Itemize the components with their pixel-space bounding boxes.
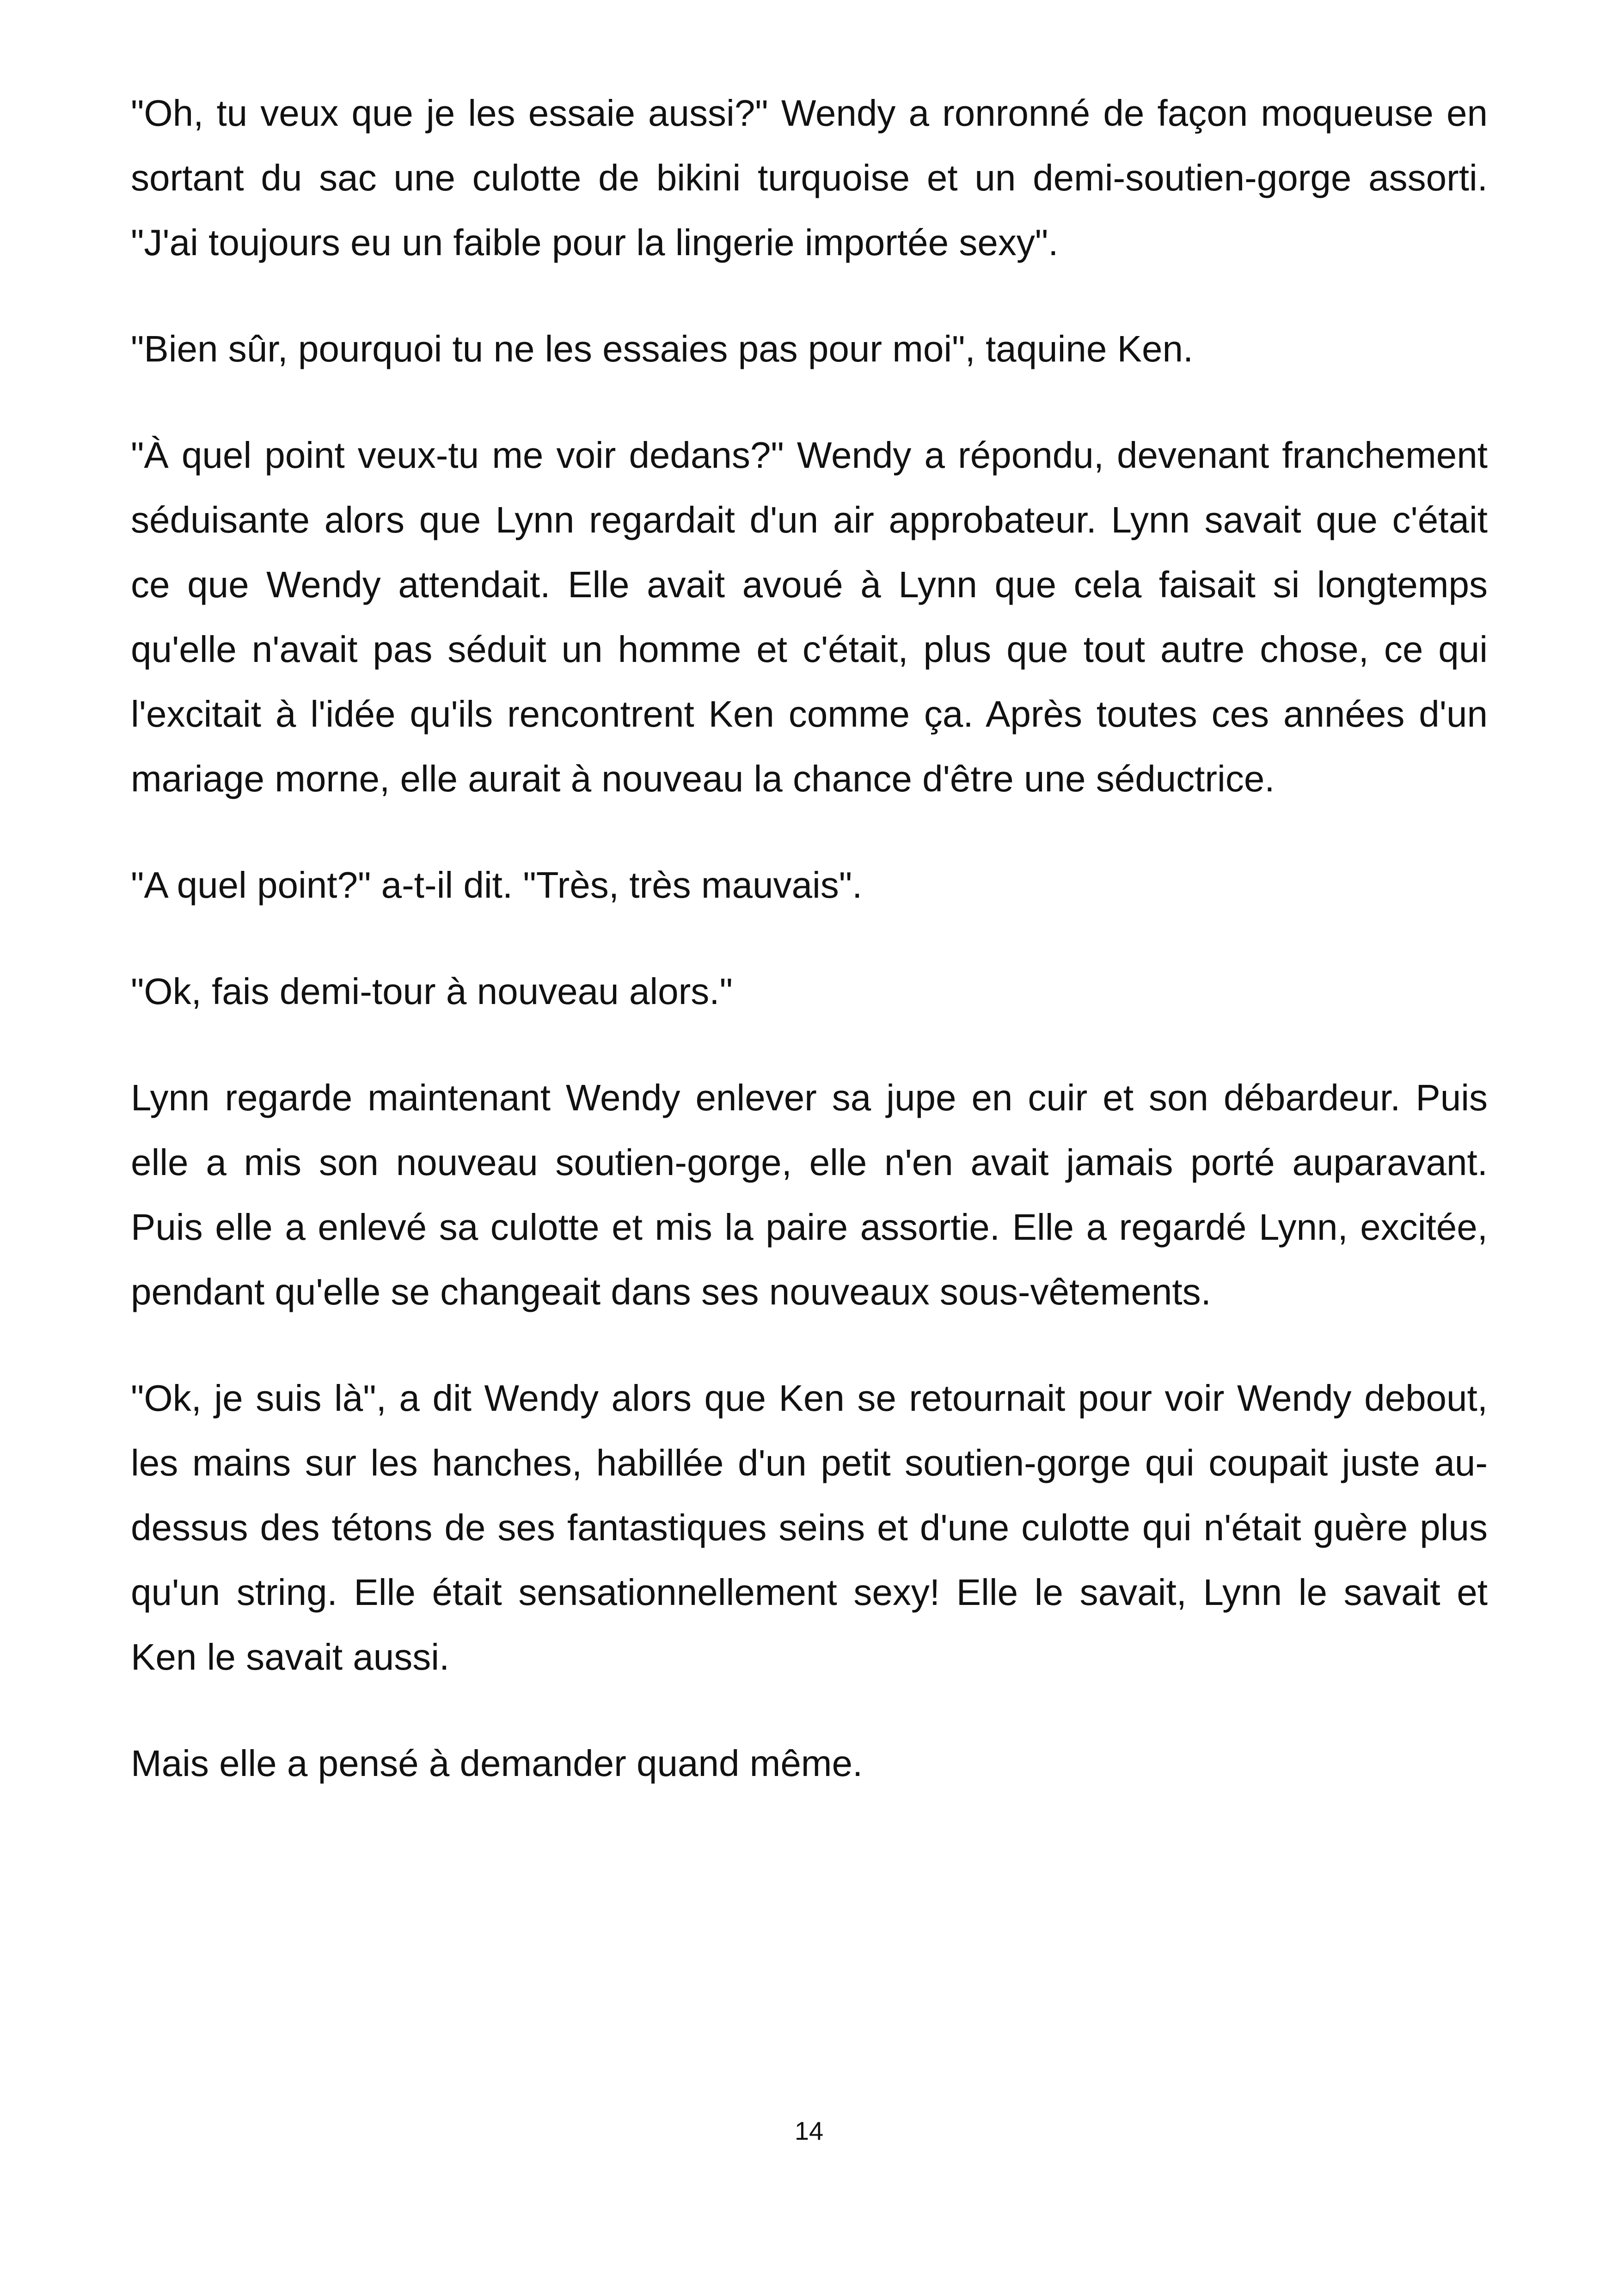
paragraph-7: "Ok, je suis là", a dit Wendy alors que Ken se retournait pour voir Wendy debout, les mains sur les hanches, habillée d'un petit soutien-gorge qui coupait juste au-dessus des tétons de ses fantastiques seins et d'une culotte qui n'était guère plus qu'un string. Elle était sensationnellement sexy! Elle le savait, Lynn le savait et Ken le savait aussi. xyxy=(131,1378,1488,1678)
paragraph-5: "Ok, fais demi-tour à nouveau alors." xyxy=(131,971,733,1012)
paragraph-2: "Bien sûr, pourquoi tu ne les essaies pas pour moi", taquine Ken. xyxy=(131,328,1194,369)
paragraph-1: "Oh, tu veux que je les essaie aussi?" Wendy a ronronné de façon moqueuse en sortant du sac une culotte de bikini turquoise et un demi-soutien-gorge assorti. "J'ai toujours eu un faible pour la lingerie importée sexy". xyxy=(131,92,1488,263)
paragraph-8: Mais elle a pensé à demander quand même. xyxy=(131,1743,863,1784)
paragraph-4: "A quel point?" a-t-il dit. "Très, très mauvais". xyxy=(131,864,863,906)
paragraph-3: "À quel point veux-tu me voir dedans?" Wendy a répondu, devenant franchement séduisante alors que Lynn regardait d'un air approbateur. Lynn savait que c'était ce que Wendy attendait. Elle avait avoué à Lynn que cela faisait si longtemps qu'elle n'avait pas séduit un homme et c'était, plus que tout autre chose, ce qui l'excitait à l'idée qu'ils rencontrent Ken comme ça. Après toutes ces années d'un mariage morne, elle aurait à nouveau la chance d'être une séductrice. xyxy=(131,435,1488,799)
page-number: 14 xyxy=(794,2116,824,2145)
paragraph-6: Lynn regarde maintenant Wendy enlever sa jupe en cuir et son débardeur. Puis elle a mis son nouveau soutien-gorge, elle n'en avait jamais porté auparavant. Puis elle a enlevé sa culotte et mis la paire assortie. Elle a regardé Lynn, excitée, pendant qu'elle se changeait dans ses nouveaux sous-vêtements. xyxy=(131,1077,1488,1312)
body-text xyxy=(131,81,1488,1837)
